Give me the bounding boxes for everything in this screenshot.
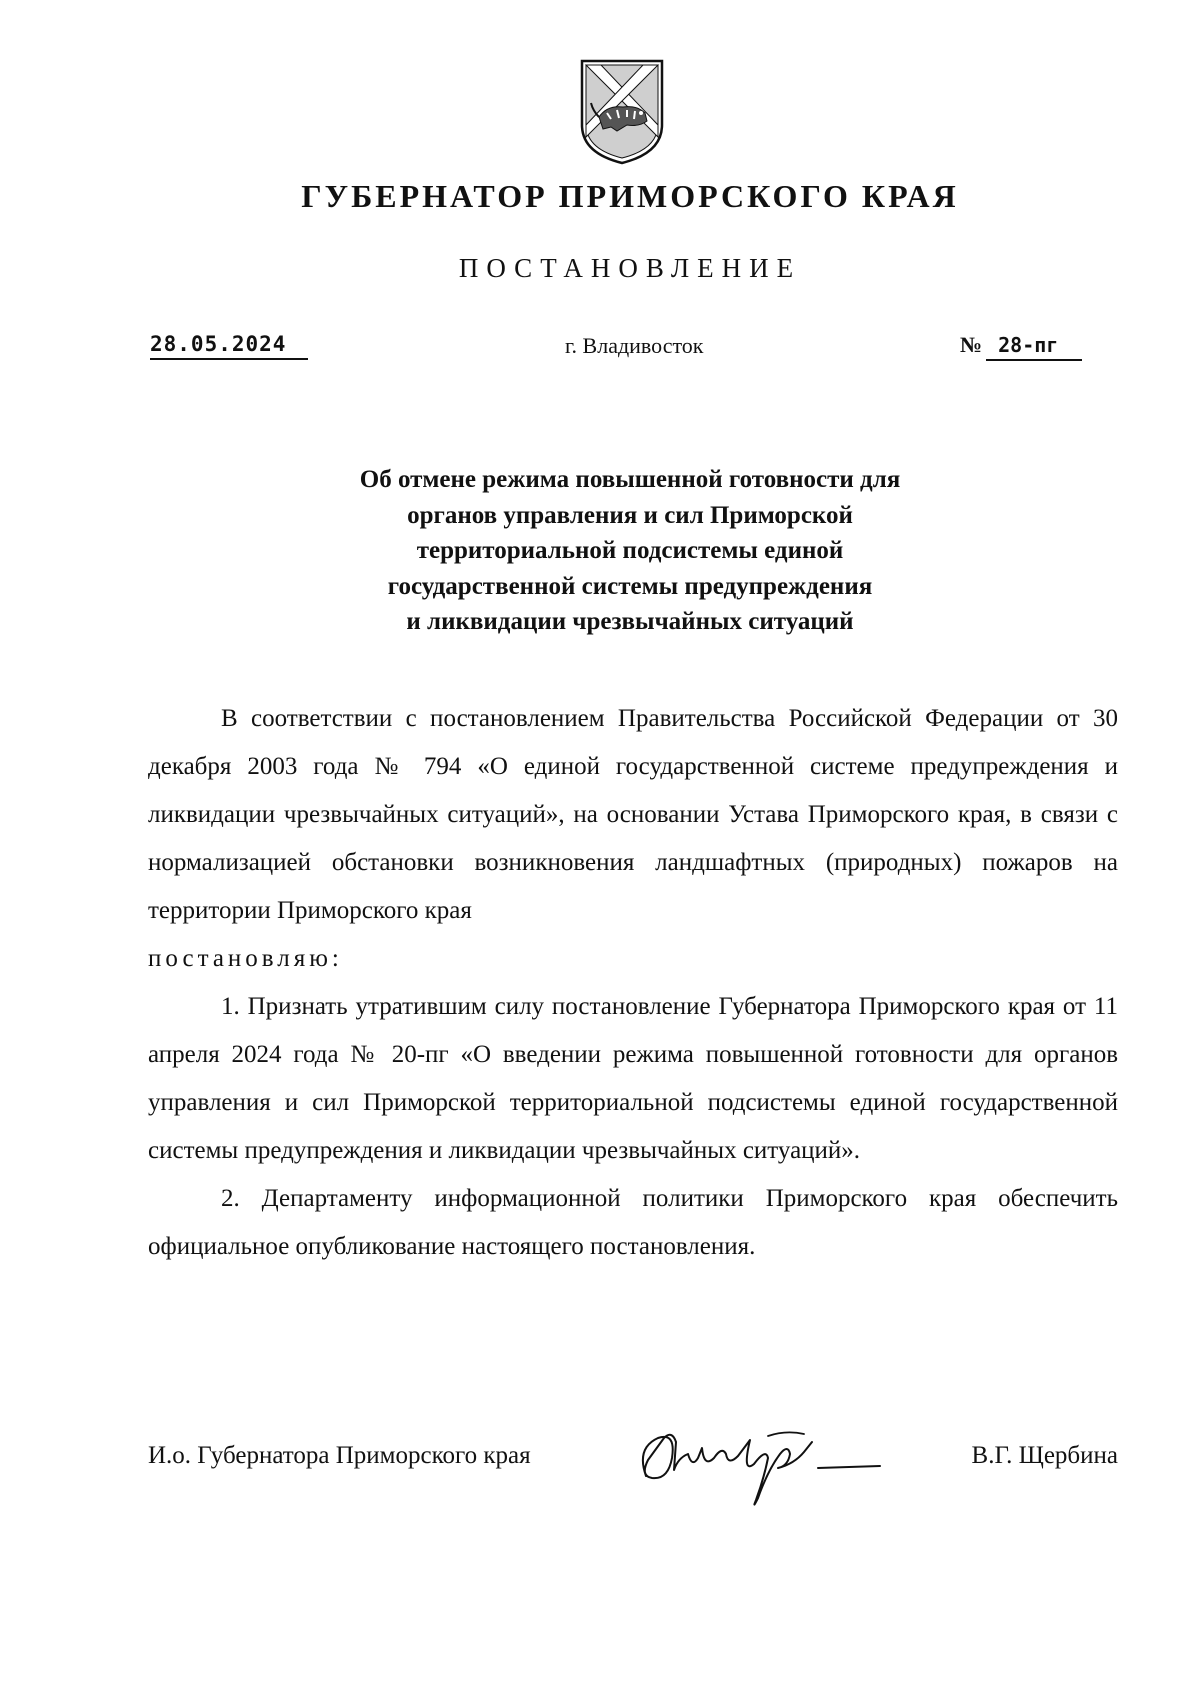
subject-line: государственной системы предупреждения <box>387 572 873 600</box>
organization-title: ГУБЕРНАТОР ПРИМОРСКОГО КРАЯ <box>301 178 959 214</box>
signatory-name: В.Г. Щербина <box>971 1442 1118 1469</box>
resolve-word: постановляю: <box>148 945 343 972</box>
subject-line: и ликвидации чрезвычайных ситуаций <box>406 608 854 635</box>
document-type: ПОСТАНОВЛЕНИЕ <box>458 253 802 283</box>
document-date: 28.05.2024 <box>150 332 308 360</box>
signature-block <box>148 1430 1118 1500</box>
document-body <box>148 695 1118 1271</box>
subject-line: органов управления и сил Приморской <box>407 501 853 529</box>
document-city: г. Владивосток <box>565 333 704 358</box>
subject-line: Об отмене режима повышенной готовности для <box>359 466 901 493</box>
item-1-paragraph: 1. Признать утратившим силу постановление Губернатора Приморского края от 11 апреля 2024 года № 20-пг «О введении режима повышенной готовности для органов управления и сил Приморской территориальной подсистемы единой государственной системы предупреждения и ликвидации чрезвычайных ситуаций». <box>148 993 1118 1164</box>
preamble-paragraph: В соответствии с постановлением Правительства Российской Федерации от 30 декабря 2003 года № 794 «О единой государственной системе предупреждения и ликвидации чрезвычайных ситуаций», на основании Устава Приморского края, в связи с нормализацией обстановки возникновения ландшафтных (природных) пожаров на территории Приморского края <box>148 705 1118 924</box>
handwritten-signature <box>618 1418 948 1518</box>
signatory-position: И.о. Губернатора Приморского края <box>148 1442 531 1469</box>
item-2-paragraph: 2. Департаменту информационной политики Приморского края обеспечить официальное опубликование настоящего постановления. <box>148 1185 1118 1260</box>
primorsky-krai-coat-of-arms-icon <box>577 55 667 167</box>
subject-line: территориальной подсистемы единой <box>416 537 844 564</box>
document-subject <box>260 462 1000 640</box>
number-sign: № <box>960 332 983 357</box>
number-value: 28-пг <box>986 333 1082 361</box>
document-number <box>960 332 1090 361</box>
